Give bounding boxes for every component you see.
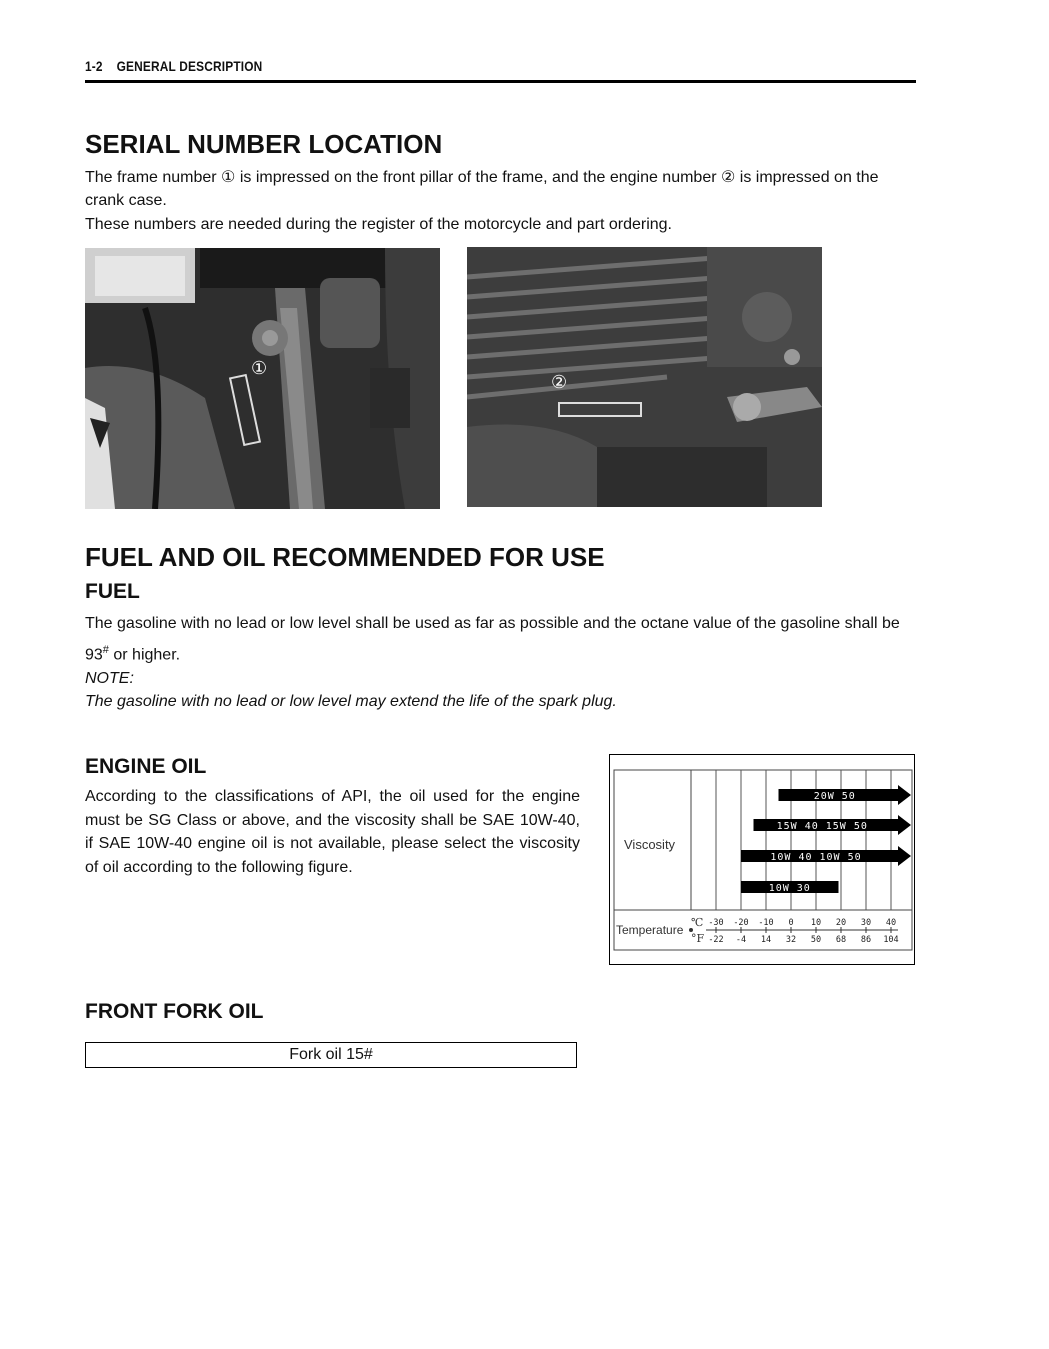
engine-oil-paragraph: According to the classifications of API, the oil used for the engine must be SG Class or above, and the viscosity shall be SAE 10W-40, if SAE 10W-40 engine oil is not available, please select the viscosity of oil according to the following figure.: [85, 788, 580, 876]
frame-number-marker: ①: [251, 358, 268, 378]
fahrenheit-tick-label: 86: [860, 935, 872, 945]
fahrenheit-tick-label: 14: [760, 935, 772, 945]
celsius-tick-label: 10: [810, 918, 822, 928]
celsius-tick-label: -30: [708, 918, 724, 928]
viscosity-bar-label: 10W 30: [768, 883, 811, 894]
fuel-paragraph: [85, 610, 916, 668]
fuel-octane-sup: #: [102, 644, 109, 656]
fahrenheit-tick-label: 32: [785, 935, 797, 945]
engine-number-marker: ②: [551, 372, 568, 392]
frame-number-photo: [85, 248, 440, 509]
celsius-tick-label: -10: [758, 918, 774, 928]
viscosity-bar-label: 15W 40 15W 50: [776, 821, 868, 832]
viscosity-bar-label: 10W 40 10W 50: [770, 852, 862, 863]
serial-paragraph-1: The frame number ① is impressed on the front pillar of the frame, and the engine number ② is impressed on the crank case.: [85, 169, 879, 209]
fahrenheit-tick-label: 50: [810, 935, 822, 945]
celsius-tick-label: 40: [885, 918, 897, 928]
page-header-title: 1-2 GENERAL DESCRIPTION: [85, 58, 263, 74]
fahrenheit-tick-label: -4: [735, 935, 747, 945]
note-text: The gasoline with no lead or low level may extend the life of the spark plug.: [85, 693, 617, 710]
celsius-tick-label: 20: [835, 918, 847, 928]
fuel-heading: FUEL: [85, 580, 140, 603]
celsius-tick-label: 0: [788, 918, 794, 928]
viscosity-chart-svg: [610, 755, 914, 964]
celsius-tick-label: 30: [860, 918, 872, 928]
fork-oil-heading: FRONT FORK OIL: [85, 1000, 264, 1023]
viscosity-chart: [609, 754, 915, 965]
fuel-text-b: or higher.: [108, 646, 181, 664]
page-header: [85, 58, 916, 83]
engine-number-photo: [467, 247, 822, 507]
temperature-axis-label: Temperature: [616, 923, 684, 937]
fahrenheit-tick-label: 68: [835, 935, 847, 945]
viscosity-bar-label: 20W 50: [813, 791, 856, 802]
fork-oil-value: Fork oil 15#: [289, 1046, 373, 1063]
fuel-oil-heading: FUEL AND OIL RECOMMENDED FOR USE: [85, 542, 605, 572]
fahrenheit-unit-label: °F: [691, 932, 705, 945]
celsius-unit-label: ℃: [691, 916, 704, 929]
fuel-text-a: The gasoline with no lead or low level shall be used as far as possible and the octane value of the gasoline shall be 93: [85, 615, 900, 664]
fahrenheit-tick-label: -22: [708, 935, 724, 945]
engine-oil-heading: ENGINE OIL: [85, 755, 207, 778]
celsius-tick-label: -20: [733, 918, 749, 928]
fork-oil-box: [85, 1042, 577, 1068]
serial-paragraph-2: These numbers are needed during the register of the motorcycle and part ordering.: [85, 216, 672, 233]
serial-heading: SERIAL NUMBER LOCATION: [85, 129, 443, 159]
viscosity-row-label: Viscosity: [624, 837, 676, 852]
note-label: NOTE:: [85, 670, 134, 687]
engine-number-photo-image: [467, 247, 822, 507]
fahrenheit-tick-label: 104: [883, 935, 899, 945]
